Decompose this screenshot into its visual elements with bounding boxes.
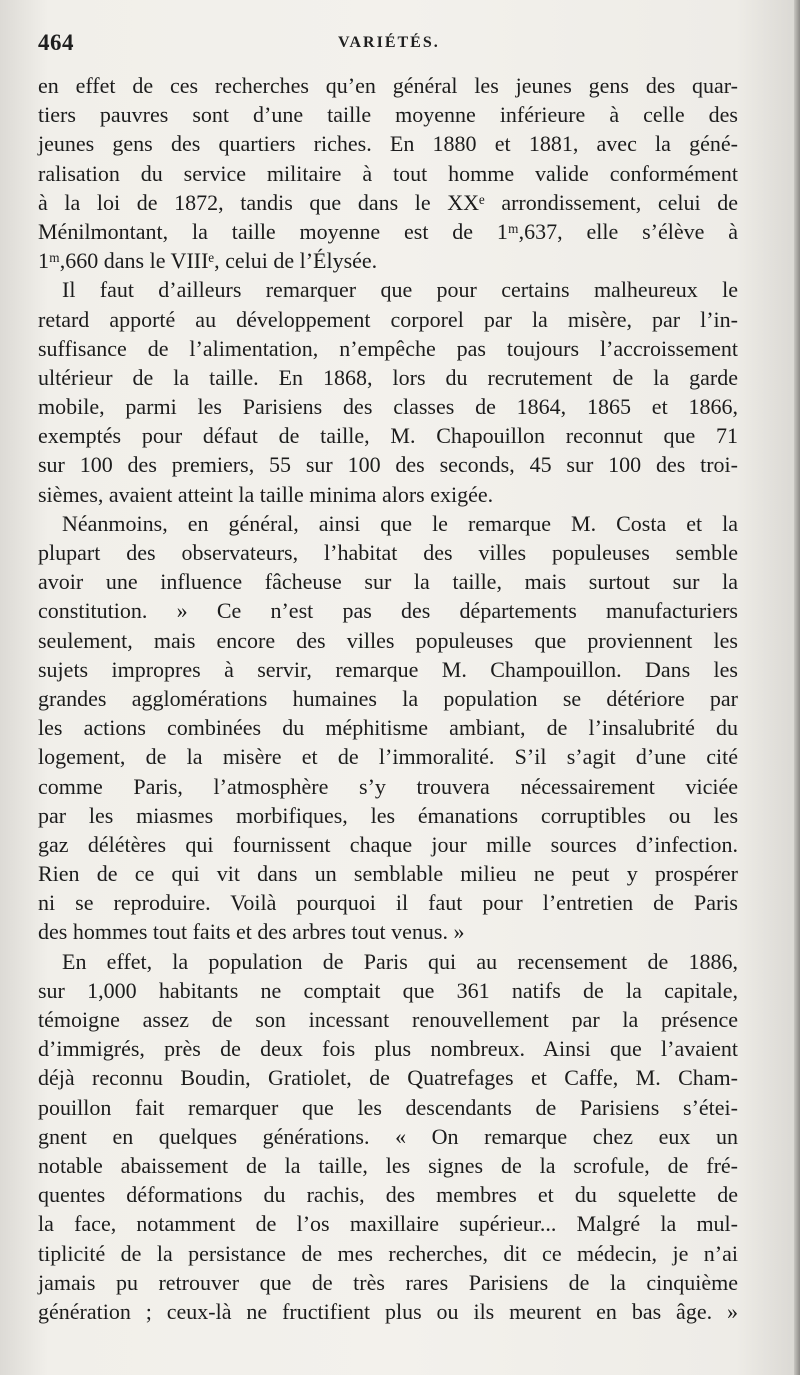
text-line: sur 1,000 habitants ne comptait que 361 natifs de la capitale, [38,977,738,1003]
text-line: tiplicité de la persistance de mes recherches, dit ce médecin, je n’ai [38,1240,738,1266]
text-line: quentes déformations du rachis, des membres et du squelette de [38,1182,738,1208]
text-line: jamais pu retrouver que de très rares Parisiens de la cinquième [38,1269,738,1295]
text-line: suffisance de l’alimentation, n’empêche pas toujours l’accroissement [38,335,738,361]
text-line: par les miasmes morbifiques, les émanations corruptibles ou les [38,802,738,828]
text-line: Rien de ce qui vit dans un semblable milieu ne peut y prospérer [38,861,738,887]
text-line: seulement, mais encore des villes populeuses que proviennent les [38,627,738,653]
text-line: génération ; ceux-là ne fructifient plus ou ils meurent en bas âge. » [38,1298,738,1324]
text-line: constitution. » Ce n’est pas des départements manufacturiers [38,598,738,624]
text-line: avoir une influence fâcheuse sur la taille, mais surtout sur la [38,569,738,595]
text-line: mobile, parmi les Parisiens des classes de 1864, 1865 et 1866, [38,394,738,420]
text-line: sur 100 des premiers, 55 sur 100 des seconds, 45 sur 100 des troi- [38,452,738,478]
text-line: sièmes, avaient atteint la taille minima alors exigée. [38,481,494,507]
text-line: exemptés pour défaut de taille, M. Chapouillon reconnut que 71 [38,423,738,449]
text-line: 1ᵐ,660 dans le VIIIᵉ, celui de l’Élysée. [38,248,378,274]
text-line: retard apporté au développement corporel par la misère, par l’in- [38,306,738,332]
text-line: déjà reconnu Boudin, Gratiolet, de Quatrefages et Caffe, M. Cham- [38,1065,738,1091]
text-line: sujets impropres à servir, remarque M. Champouillon. Dans les [38,656,738,682]
text-line: ni se reproduire. Voilà pourquoi il faut pour l’entretien de Paris [38,890,738,916]
text-line: jeunes gens des quartiers riches. En 1880 et 1881, avec la géné- [38,131,738,157]
text-line: logement, de la misère et de l’immoralité. S’il s’agit d’une cité [38,744,738,770]
text-line: ultérieur de la taille. En 1868, lors du recrutement de la garde [38,364,738,390]
running-head: VARIÉTÉS. [338,34,440,51]
text-line: Il faut d’ailleurs remarquer que pour certains malheureux le [62,277,738,303]
text-line: plupart des observateurs, l’habitat des villes populeuses semble [38,540,738,565]
text-line: Ménilmontant, la taille moyenne est de 1ᵐ,637, elle s’élève à [38,218,738,244]
text-line: En effet, la population de Paris qui au recensement de 1886, [62,948,738,974]
page-number: 464 [38,30,74,55]
text-line: ralisation du service militaire à tout homme valide conformément [38,160,738,186]
text-line: à la loi de 1872, tandis que dans le XXᵉ arrondissement, celui de [38,189,738,215]
text-line: des hommes tout faits et des arbres tout venus. » [38,919,465,945]
text-line: la face, notamment de l’os maxillaire supérieur... Malgré la mul- [38,1211,738,1237]
text-line: notable abaissement de la taille, les signes de la scrofule, de fré- [38,1152,738,1178]
text-line: en effet de ces recherches qu’en général les jeunes gens des quar- [38,73,738,98]
text-line: comme Paris, l’atmosphère s’y trouvera nécessairement viciée [38,773,738,799]
text-line: pouillon fait remarquer que les descendants de Parisiens s’étei- [38,1094,738,1120]
page-edge-shadow [794,0,800,1375]
text-line: grandes agglomérations humaines la population se détériore par [38,685,738,711]
text-line: Néanmoins, en général, ainsi que le remarque M. Costa et la [62,510,738,536]
text-line: les actions combinées du méphitisme ambiant, de l’insalubrité du [38,715,738,741]
text-line: témoigne assez de son incessant renouvellement par la présence [38,1007,738,1032]
text-line: gaz délétères qui fournissent chaque jour mille sources d’infection. [38,831,738,857]
text-line: d’immigrés, près de deux fois plus nombreux. Ainsi que l’avaient [38,1036,738,1062]
body-text [38,71,738,1326]
text-line: tiers pauvres sont d’une taille moyenne inférieure à celle des [38,102,738,128]
text-line: gnent en quelques générations. « On remarque chez eux un [38,1123,738,1149]
page-header [38,30,750,66]
